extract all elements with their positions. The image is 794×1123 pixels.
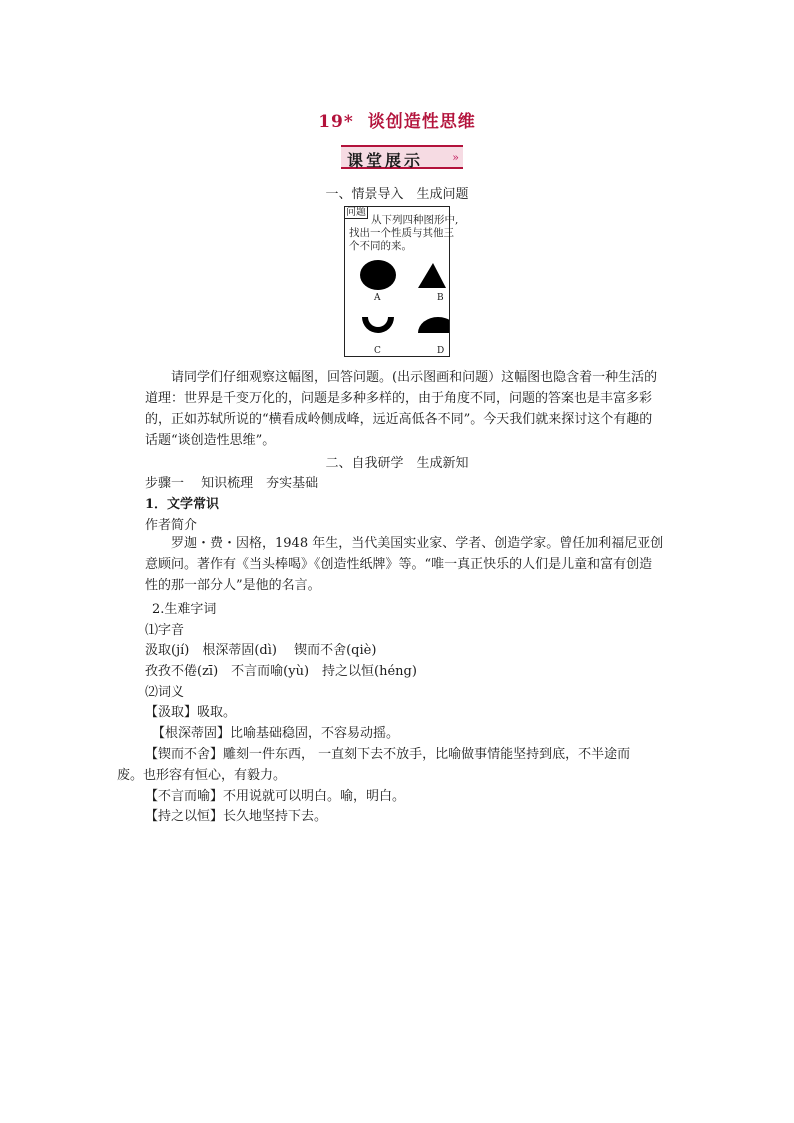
crescent-shape bbox=[362, 317, 394, 333]
lesson-title: 谈创造性思维 bbox=[367, 112, 476, 132]
literature-heading: 1．文学常识 bbox=[145, 497, 220, 512]
figure-prompt-line: 从下列四种图形中, bbox=[371, 214, 459, 226]
meaning-entry: 【根深蒂固】比喻基础稳固，不容易动摇。 bbox=[152, 726, 400, 741]
shapes-figure bbox=[344, 206, 459, 357]
page-title bbox=[0, 107, 794, 132]
intro-line: 话题“谈创造性思维”。 bbox=[145, 433, 276, 448]
pronunciation-line: 汲取(jí) 根深蒂固(dì) 锲而不舍(qiè) bbox=[145, 643, 377, 658]
shape-letter-a: A bbox=[374, 293, 381, 303]
intro-line: 请同学们仔细观察这幅图，回答问题。(出示图画和问题）这幅图也隐含着一种生活的 bbox=[145, 370, 658, 385]
pronunciation-line: 孜孜不倦(zī) 不言而喻(yù) 持之以恒(héng) bbox=[145, 664, 417, 679]
author-line: 罗迦・费・因格，1948 年生，当代美国实业家、学者、创造学家。曾任加利福尼亚创 bbox=[145, 536, 664, 551]
semicircle-shape bbox=[418, 317, 449, 333]
author-line: 性的那一部分人”是他的名言。 bbox=[145, 578, 321, 593]
figure-prompt-line: 个不同的来。 bbox=[349, 240, 412, 252]
intro-paragraph bbox=[145, 367, 677, 451]
intro-line: 道理：世界是千变万化的，问题是多种多样的，由于角度不同，问题的答案也是丰富多彩 bbox=[145, 391, 653, 406]
lesson-number: 19* bbox=[318, 112, 354, 132]
section1-heading: 一、情景导入 生成问题 bbox=[325, 187, 469, 202]
meaning-entry: 【持之以恒】长久地坚持下去。 bbox=[145, 809, 328, 824]
shape-letter-b: B bbox=[437, 293, 444, 303]
meaning-entry-continued: 废。也形容有恒心，有毅力。 bbox=[117, 768, 287, 783]
figure-prompt-line: 找出一个性质与其他三 bbox=[349, 227, 454, 239]
meaning-label: ⑵词义 bbox=[145, 685, 185, 700]
triangle-shape bbox=[418, 263, 446, 288]
section-banner bbox=[341, 145, 463, 169]
author-subheading: 作者简介 bbox=[145, 518, 198, 533]
double-chevron-right-icon: » bbox=[452, 151, 459, 164]
meaning-entry: 【不言而喻】不用说就可以明白。喻，明白。 bbox=[145, 789, 406, 804]
words-heading: 2.生难字词 bbox=[152, 602, 217, 617]
figure-question-label: 问题 bbox=[346, 207, 366, 218]
shapes-drawing bbox=[345, 207, 459, 356]
author-line: 意顾问。著作有《当头棒喝》《创造性纸牌》等。“唯一真正快乐的人们是儿童和富有创造 bbox=[145, 557, 653, 572]
author-paragraph bbox=[145, 533, 677, 596]
step1-label: 步骤一 知识梳理 夯实基础 bbox=[145, 476, 319, 491]
banner-label: 课堂展示 bbox=[347, 151, 424, 170]
shape-letter-d: D bbox=[437, 346, 445, 356]
circle-shape bbox=[360, 260, 396, 290]
shape-letter-c: C bbox=[374, 346, 381, 356]
section2-heading: 二、自我研学 生成新知 bbox=[325, 456, 469, 471]
pronunciation-label: ⑴字音 bbox=[145, 623, 185, 638]
intro-line: 的，正如苏轼所说的“横看成岭侧成峰，远近高低各不同”。今天我们就来探讨这个有趣的 bbox=[145, 412, 653, 427]
meaning-entry: 【汲取】吸取。 bbox=[145, 705, 237, 720]
meaning-entry: 【锲而不舍】雕刻一件东西， 一直刻下去不放手，比喻做事情能坚持到底，不半途而 bbox=[145, 747, 631, 762]
